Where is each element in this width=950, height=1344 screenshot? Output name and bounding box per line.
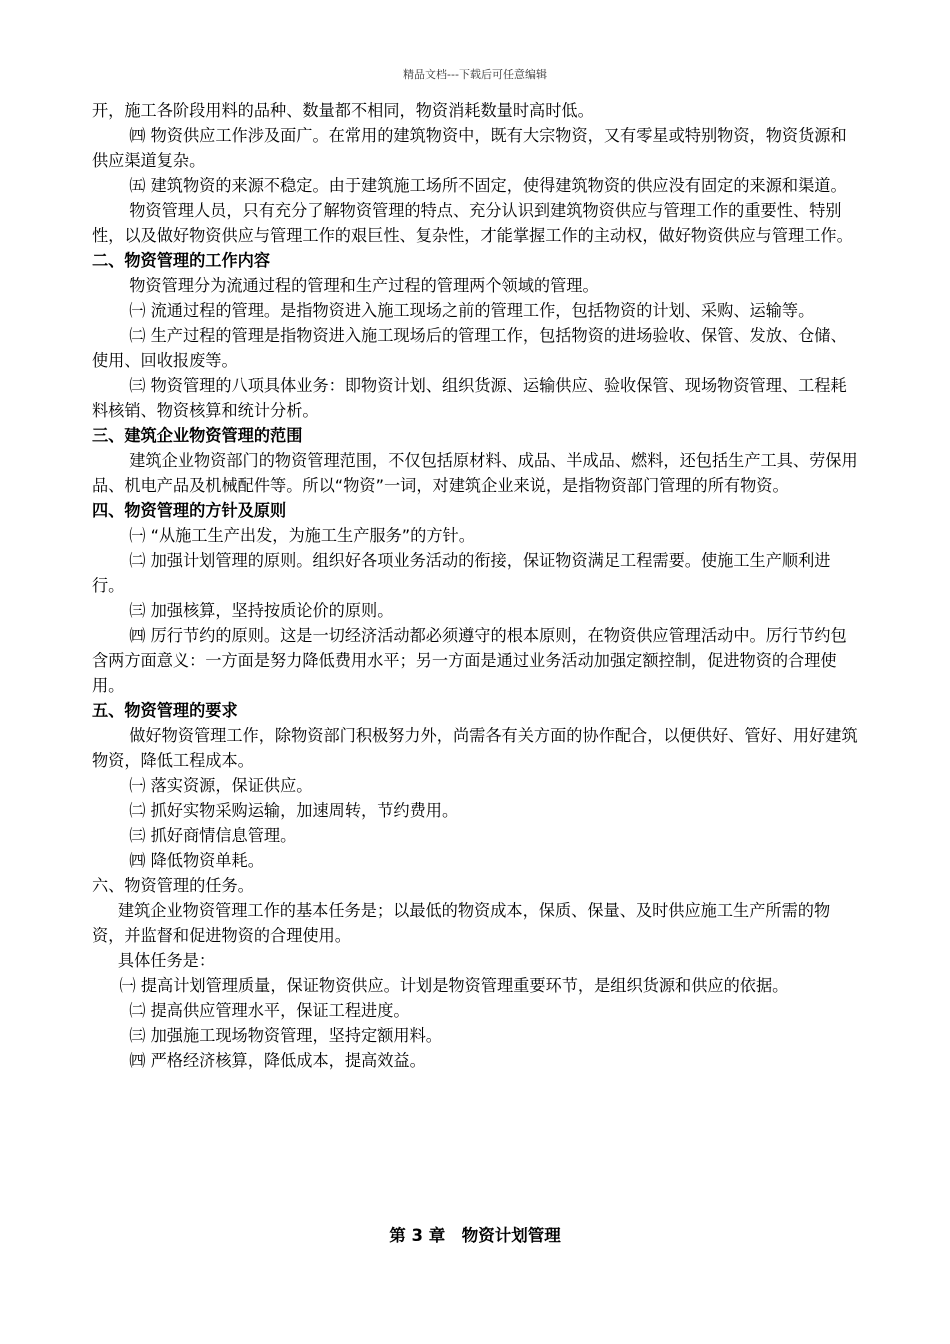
paragraph: ㈤ 建筑物资的来源不稳定。由于建筑施工场所不固定，使得建筑物资的供应没有固定的来源和渠道。 bbox=[129, 176, 847, 195]
list-item: ㈣ 厉行节约的原则。这是一切经济活动都必须遵守的根本原则，在物资供应管理活动中。厉行节约包含两方面意义：一方面是努力降低费用水平；另一方面是通过业务活动加强定额控制，促进物资的合理使用。 bbox=[92, 626, 847, 695]
list-item: ㈢ 抓好商情信息管理。 bbox=[129, 826, 297, 845]
paragraph: 具体任务是： bbox=[117, 951, 216, 970]
list-item: ㈠ 落实资源，保证供应。 bbox=[129, 776, 313, 795]
paragraph: 建筑企业物资部门的物资管理范围，不仅包括原材料、成品、半成品、燃料，还包括生产工具、劳保用品、机电产品及机械配件等。所以“物资”一词，对建筑企业来说，是指物资部门管理的所有物资。 bbox=[92, 451, 858, 495]
paragraph: 建筑企业物资管理工作的基本任务是；以最低的物资成本，保质、保量、及时供应施工生产所需的物资，并监督和促进物资的合理使用。 bbox=[92, 901, 831, 945]
section-heading: 三、建筑企业物资管理的范围 bbox=[92, 426, 303, 445]
list-item: ㈠ 流通过程的管理。是指物资进入施工现场之前的管理工作，包括物资的计划、采购、运输等。 bbox=[129, 301, 815, 320]
paragraph: 做好物资管理工作，除物资部门积极努力外，尚需各有关方面的协作配合，以便供好、管好、用好建筑物资，降低工程成本。 bbox=[92, 726, 858, 770]
list-item: ㈡ 提高供应管理水平，保证工程进度。 bbox=[129, 1001, 410, 1020]
list-item: ㈣ 严格经济核算，降低成本，提高效益。 bbox=[129, 1051, 426, 1070]
page-header: 精品文档---下载后可任意编辑 bbox=[403, 68, 547, 81]
section-heading: 四、物资管理的方针及原则 bbox=[92, 501, 287, 520]
paragraph: 物资管理分为流通过程的管理和生产过程的管理两个领域的管理。 bbox=[129, 276, 599, 295]
section-heading: 六、物资管理的任务。 bbox=[92, 876, 254, 895]
list-item: ㈡ 抓好实物采购运输，加速周转，节约费用。 bbox=[129, 801, 459, 820]
section-heading: 二、物资管理的工作内容 bbox=[92, 251, 271, 270]
paragraph: 物资管理人员，只有充分了解物资管理的特点、充分认识到建筑物资供应与管理工作的重要性、特别性，以及做好物资供应与管理工作的艰巨性、复杂性，才能掌握工作的主动权，做好物资供应与管理工作。 bbox=[92, 201, 853, 245]
list-item: ㈢ 加强核算，坚持按质论价的原则。 bbox=[129, 601, 394, 620]
list-item: ㈢ 物资管理的八项具体业务：即物资计划、组织货源、运输供应、验收保管、现场物资管理、工程耗料核销、物资核算和统计分析。 bbox=[92, 376, 847, 420]
list-item: ㈡ 生产过程的管理是指物资进入施工现场后的管理工作，包括物资的进场验收、保管、发放、仓储、使用、回收报废等。 bbox=[92, 326, 847, 370]
document-body bbox=[92, 98, 862, 1073]
chapter-title: 第 3 章 物资计划管理 bbox=[389, 1226, 561, 1245]
paragraph: 开，施工各阶段用料的品种、数量都不相同，物资消耗数量时高时低。 bbox=[92, 101, 594, 120]
list-item: ㈣ 降低物资单耗。 bbox=[129, 851, 264, 870]
list-item: ㈠ “从施工生产出发，为施工生产服务”的方针。 bbox=[129, 526, 475, 545]
list-item: ㈡ 加强计划管理的原则。组织好各项业务活动的衔接，保证物资满足工程需要。使施工生产顺利进行。 bbox=[92, 551, 831, 595]
list-item: ㈠ 提高计划管理质量，保证物资供应。计划是物资管理重要环节，是组织货源和供应的依据。 bbox=[119, 976, 789, 995]
section-heading: 五、物资管理的要求 bbox=[92, 701, 238, 720]
list-item: ㈢ 加强施工现场物资管理，坚持定额用料。 bbox=[129, 1026, 442, 1045]
paragraph: ㈣ 物资供应工作涉及面广。在常用的建筑物资中，既有大宗物资，又有零星或特别物资，物资货源和供应渠道复杂。 bbox=[92, 126, 847, 170]
